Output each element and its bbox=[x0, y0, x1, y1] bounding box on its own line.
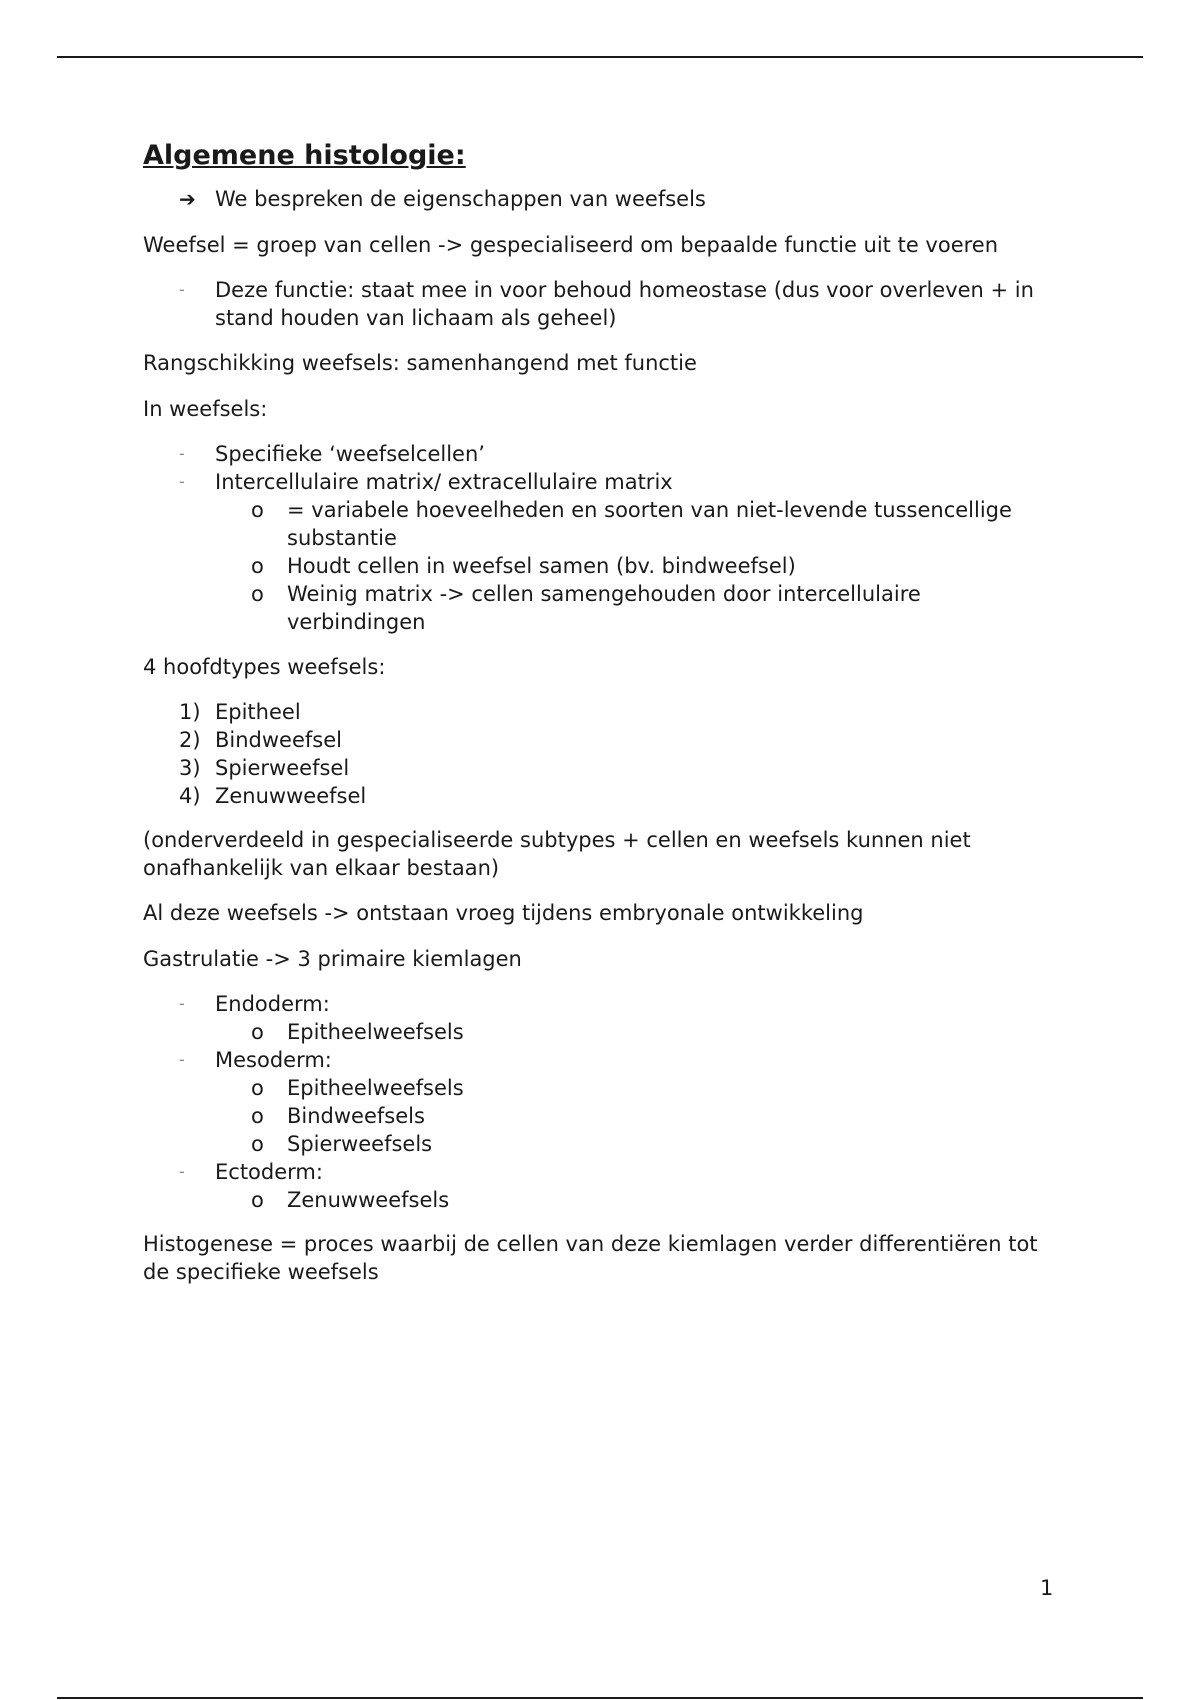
histogenesis-paragraph: Histogenese = proces waarbij de cellen van deze kiemlagen verder differentiëren tot de specifieke weefsels bbox=[143, 1232, 1038, 1284]
list-item-text: Mesoderm: bbox=[215, 1048, 332, 1072]
circle-bullet: o bbox=[251, 554, 264, 578]
main-types-heading: 4 hoofdtypes weefsels: bbox=[143, 655, 386, 679]
document-body bbox=[143, 138, 1063, 1302]
list-item-text: Intercellulaire matrix/ extracellulaire matrix bbox=[215, 470, 673, 494]
sub-list-item bbox=[143, 552, 1063, 580]
circle-bullet: o bbox=[251, 498, 264, 522]
sub-list-item bbox=[143, 580, 1063, 636]
sub-list-item-text: Spierweefsels bbox=[287, 1132, 433, 1156]
circle-bullet: o bbox=[251, 1104, 264, 1128]
list-item bbox=[143, 1046, 1063, 1074]
origin-paragraph: Al deze weefsels -> ontstaan vroeg tijdens embryonale ontwikkeling bbox=[143, 901, 864, 925]
item-text: Spierweefsel bbox=[215, 756, 350, 780]
circle-bullet: o bbox=[251, 1020, 264, 1044]
sub-list-item-text: Bindweefsels bbox=[287, 1104, 425, 1128]
sub-list-item bbox=[143, 1074, 1063, 1102]
item-number: 2) bbox=[179, 728, 201, 752]
function-note-item bbox=[143, 276, 1063, 332]
item-text: Bindweefsel bbox=[215, 728, 342, 752]
list-item bbox=[143, 1158, 1063, 1186]
numbered-item bbox=[143, 726, 1063, 754]
dash-bullet: - bbox=[179, 1162, 185, 1181]
page-title: Algemene histologie: bbox=[143, 140, 466, 171]
circle-bullet: o bbox=[251, 582, 264, 606]
arrangement-paragraph: Rangschikking weefsels: samenhangend met functie bbox=[143, 351, 697, 375]
footer-rule bbox=[57, 1697, 1143, 1699]
gastrulation-heading: Gastrulatie -> 3 primaire kiemlagen bbox=[143, 947, 522, 971]
numbered-item bbox=[143, 782, 1063, 810]
dash-bullet: - bbox=[179, 1050, 185, 1069]
sub-list-item bbox=[143, 496, 1063, 552]
arrow-icon: ➔ bbox=[179, 187, 196, 211]
circle-bullet: o bbox=[251, 1188, 264, 1212]
sub-list-item-text: = variabele hoeveelheden en soorten van niet-levende tussencellige substantie bbox=[287, 498, 1012, 550]
item-number: 4) bbox=[179, 784, 201, 808]
sub-list-item-text: Zenuwweefsels bbox=[287, 1188, 450, 1212]
list-item bbox=[143, 990, 1063, 1018]
dash-bullet: - bbox=[179, 444, 185, 463]
subdivided-paragraph: (onderverdeeld in gespecialiseerde subtypes + cellen en weefsels kunnen niet onafhankelijk van elkaar bestaan) bbox=[143, 828, 971, 880]
sub-list-item-text: Weinig matrix -> cellen samengehouden door intercellulaire verbindingen bbox=[287, 582, 921, 634]
item-number: 3) bbox=[179, 756, 201, 780]
intro-arrow-text: We bespreken de eigenschappen van weefsels bbox=[215, 187, 706, 211]
sub-list-item-text: Houdt cellen in weefsel samen (bv. bindweefsel) bbox=[287, 554, 796, 578]
list-item-text: Specifieke ‘weefselcellen’ bbox=[215, 442, 485, 466]
sub-list-item bbox=[143, 1018, 1063, 1046]
item-number: 1) bbox=[179, 700, 201, 724]
circle-bullet: o bbox=[251, 1132, 264, 1156]
list-item-text: Ectoderm: bbox=[215, 1160, 323, 1184]
numbered-item bbox=[143, 754, 1063, 782]
list-item bbox=[143, 440, 1063, 468]
sub-list-item bbox=[143, 1102, 1063, 1130]
in-tissues-list bbox=[143, 440, 1063, 636]
sub-list-item-text: Epitheelweefsels bbox=[287, 1076, 464, 1100]
header-rule bbox=[57, 56, 1143, 58]
sub-list-item-text: Epitheelweefsels bbox=[287, 1020, 464, 1044]
main-types-list bbox=[143, 698, 1063, 810]
numbered-item bbox=[143, 698, 1063, 726]
sub-list-item bbox=[143, 1130, 1063, 1158]
item-text: Epitheel bbox=[215, 700, 301, 724]
list-item-text: Endoderm: bbox=[215, 992, 330, 1016]
dash-bullet: - bbox=[179, 280, 185, 299]
page-number: 1 bbox=[1040, 1576, 1054, 1600]
definition-paragraph: Weefsel = groep van cellen -> gespecialiseerd om bepaalde functie uit te voeren bbox=[143, 233, 999, 257]
sub-list-item bbox=[143, 1186, 1063, 1214]
in-tissues-heading: In weefsels: bbox=[143, 397, 268, 421]
dash-bullet: - bbox=[179, 472, 185, 491]
intro-arrow-item bbox=[143, 184, 1063, 214]
item-text: Zenuwweefsel bbox=[215, 784, 367, 808]
germ-layers-list bbox=[143, 990, 1063, 1214]
function-note-text: Deze functie: staat mee in voor behoud homeostase (dus voor overleven + in stand houden van lichaam als geheel) bbox=[215, 278, 1034, 330]
circle-bullet: o bbox=[251, 1076, 264, 1100]
dash-bullet: - bbox=[179, 994, 185, 1013]
list-item bbox=[143, 468, 1063, 496]
